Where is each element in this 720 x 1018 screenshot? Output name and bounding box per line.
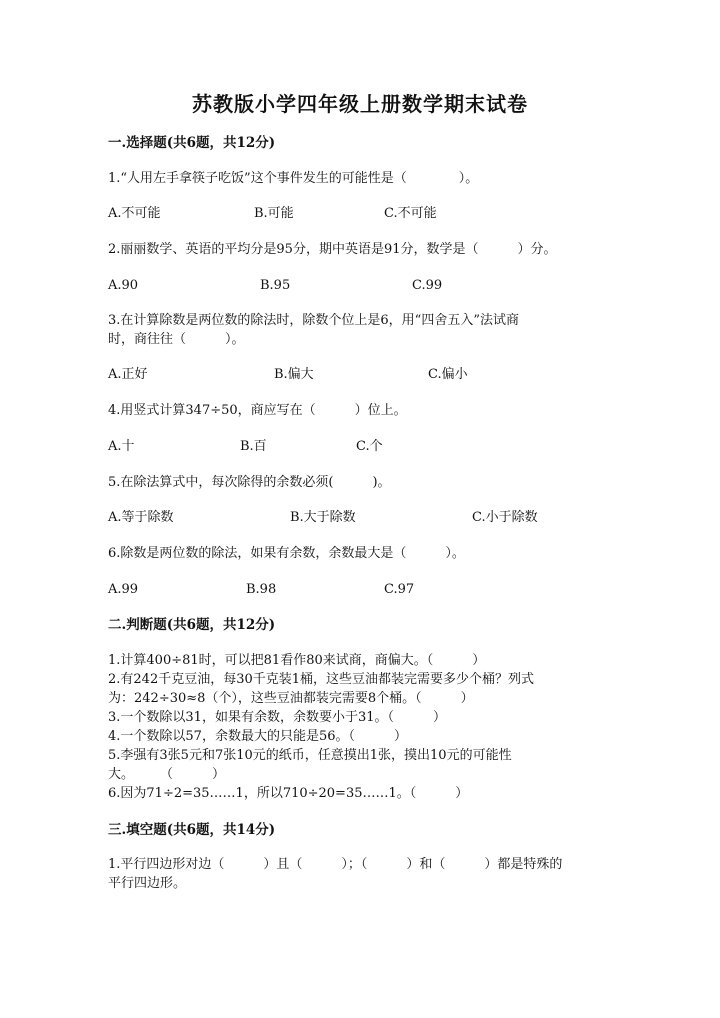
option-3a: A.正好 [108,367,148,382]
option-6a: A.99 [108,582,139,597]
judgement-line-5: 4.一个数除以57，余数最大的只能是56。（ ） [108,729,407,744]
question-3-line-2: 时，商往往（ ）。 [108,332,245,347]
option-1a: A.不可能 [108,206,161,221]
fill-line-1: 1.平行四边形对边（ ）且（ ）；（ ）和（ ）都是特殊的 [108,857,563,872]
judgement-line-6: 5.李强有3张5元和7张10元的纸币，任意摸出1张，摸出10元的可能性 [108,748,512,763]
question-5: 5.在除法算式中，每次除得的余数必须( )。 [108,475,391,490]
option-3b: B.偏大 [274,367,314,382]
page-title: 苏教版小学四年级上册数学期末试卷 [192,92,528,116]
option-6b: B.98 [246,582,277,597]
question-6: 6.除数是两位数的除法，如果有余数，余数最大是（ ）。 [108,546,465,561]
option-5b: B.大于除数 [290,510,356,525]
judgement-line-4: 3.一个数除以31，如果有余数，余数要小于31。（ ） [108,710,446,725]
judgement-line-1: 1.计算400÷81时，可以把81看作80来试商，商偏大。（ ） [108,653,486,668]
judgement-line-3: 为：242÷30≈8（个），这些豆油都装完需要8个桶。（ ） [108,691,474,706]
option-3c: C.偏小 [428,367,468,382]
option-1c: C.不可能 [384,206,437,221]
section-heading-judgement: 二.判断题(共6题，共12分) [108,617,276,633]
option-5a: A.等于除数 [108,510,174,525]
question-1: 1.“人用左手拿筷子吃饭”这个事件发生的可能性是（ ）。 [108,171,479,186]
option-2a: A.90 [108,278,139,293]
judgement-line-8: 6.因为71÷2=35……1，所以710÷20=35……1。（ ） [108,786,469,801]
option-2b: B.95 [260,278,291,293]
question-3-line-1: 3.在计算除数是两位数的除法时，除数个位上是6，用“四舍五入”法试商 [108,313,519,328]
option-4a: A.十 [108,439,135,454]
section-heading-choice: 一.选择题(共6题，共12分) [108,135,276,151]
option-6c: C.97 [384,582,415,597]
section-heading-fill: 三.填空题(共6题，共14分) [108,822,276,838]
option-2c: C.99 [412,278,443,293]
option-1b: B.可能 [254,206,294,221]
option-4b: B.百 [240,439,267,454]
option-5c: C.小于除数 [472,510,538,525]
judgement-line-2: 2.有242千克豆油，每30千克装1桶，这些豆油都装完需要多少个桶？列式 [108,672,535,687]
question-2: 2.丽丽数学、英语的平均分是95分，期中英语是91分，数学是（ ）分。 [108,242,557,257]
option-4c: C.个 [356,439,383,454]
fill-line-2: 平行四边形。 [108,876,187,891]
question-4: 4.用竖式计算347÷50，商应写在（ ）位上。 [108,403,407,418]
judgement-line-7: 大。 （ ） [108,767,226,782]
